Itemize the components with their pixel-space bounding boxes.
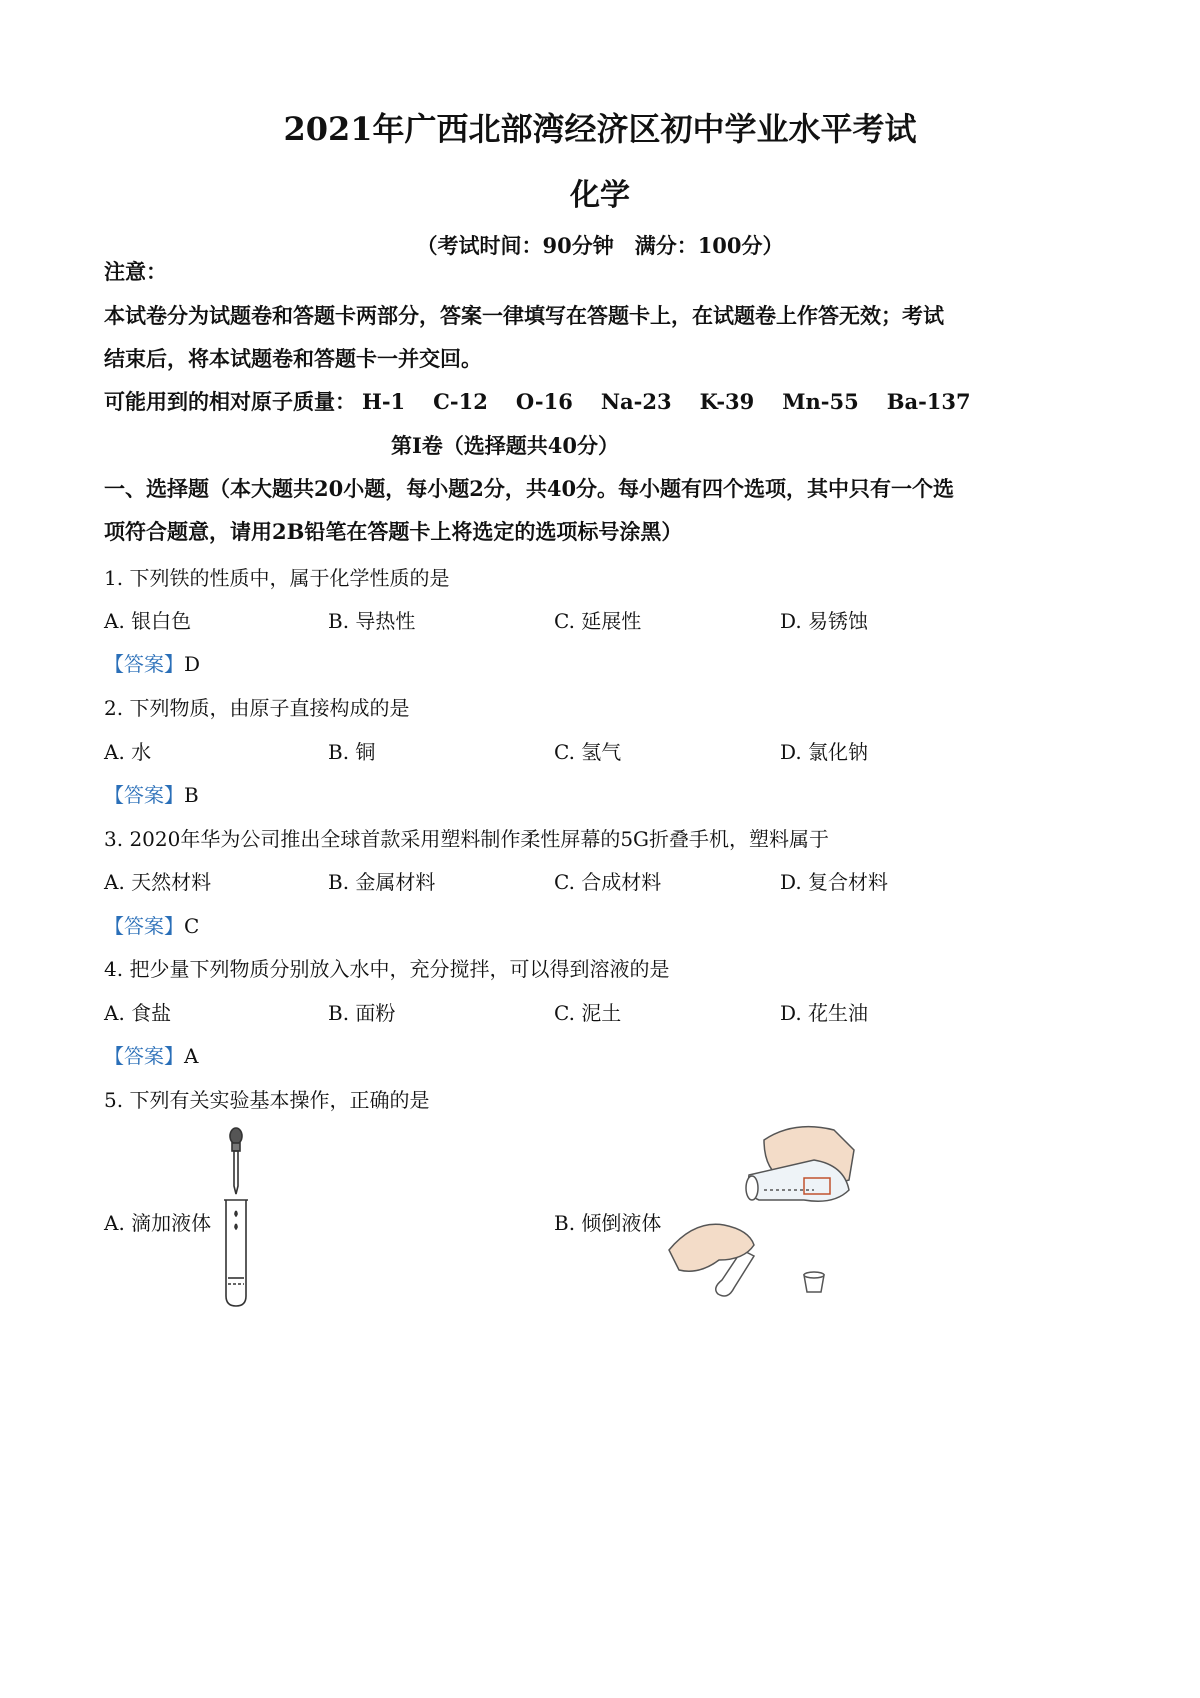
part1-instructions-line-2: 项符合题意，请用2B铅笔在答题卡上将选定的选项标号涂黑） bbox=[104, 519, 683, 544]
question-3-option-b: B. 金属材料 bbox=[328, 870, 436, 894]
subject-title: 化学 bbox=[570, 178, 630, 213]
atomic-mass-item: O-16 bbox=[515, 389, 573, 414]
atomic-mass-item: Ba-137 bbox=[886, 389, 971, 414]
question-5-stem: 5. 下列有关实验基本操作，正确的是 bbox=[104, 1088, 430, 1112]
atomic-mass-item: H-1 bbox=[362, 389, 406, 414]
answer-value: B bbox=[184, 783, 199, 807]
question-1-option-d: D. 易锈蚀 bbox=[780, 609, 869, 633]
question-5-option-a: A. 滴加液体 bbox=[104, 1211, 212, 1235]
answer-label: 【答案】 bbox=[104, 783, 184, 807]
atomic-mass-item: K-39 bbox=[699, 389, 755, 414]
question-3-answer bbox=[104, 910, 199, 939]
question-2-option-d: D. 氯化钠 bbox=[780, 740, 869, 764]
pouring-liquid-illustration bbox=[664, 1120, 864, 1320]
question-4-stem: 4. 把少量下列物质分别放入水中，充分搅拌，可以得到溶液的是 bbox=[104, 957, 670, 981]
question-4-option-a: A. 食盐 bbox=[104, 1001, 172, 1025]
atomic-mass-item: Na-23 bbox=[600, 389, 672, 414]
answer-label: 【答案】 bbox=[104, 652, 184, 676]
notice-line-1: 本试卷分为试题卷和答题卡两部分，答案一律填写在答题卡上，在试题卷上作答无效；考试 bbox=[104, 303, 944, 328]
question-5-option-b: B. 倾倒液体 bbox=[554, 1211, 662, 1235]
atomic-masses-label: 可能用到的相对原子质量： bbox=[104, 389, 356, 414]
question-2-answer bbox=[104, 779, 199, 808]
question-1-answer bbox=[104, 648, 200, 677]
question-2-stem: 2. 下列物质，由原子直接构成的是 bbox=[104, 696, 410, 720]
answer-label: 【答案】 bbox=[104, 914, 184, 938]
exam-info: （考试时间：90分钟 满分：100分） bbox=[416, 233, 784, 258]
dropper-test-tube-illustration bbox=[212, 1126, 262, 1310]
question-1-option-c: C. 延展性 bbox=[554, 609, 642, 633]
atomic-mass-item: C-12 bbox=[433, 389, 488, 414]
part1-instructions-line-1: 一、选择题（本大题共20小题，每小题2分，共40分。每小题有四个选项，其中只有一个选 bbox=[104, 476, 955, 501]
question-2-option-c: C. 氢气 bbox=[554, 740, 622, 764]
atomic-masses bbox=[104, 386, 971, 416]
answer-value: A bbox=[184, 1044, 199, 1068]
question-1-stem: 1. 下列铁的性质中，属于化学性质的是 bbox=[104, 566, 450, 590]
question-2-option-b: B. 铜 bbox=[328, 740, 376, 764]
question-1-option-a: A. 银白色 bbox=[104, 609, 192, 633]
answer-value: C bbox=[184, 914, 200, 938]
question-3-option-a: A. 天然材料 bbox=[104, 870, 212, 894]
question-3-option-c: C. 合成材料 bbox=[554, 870, 662, 894]
notice-line-2: 结束后，将本试题卷和答题卡一并交回。 bbox=[104, 346, 482, 371]
question-4-option-d: D. 花生油 bbox=[780, 1001, 869, 1025]
answer-value: D bbox=[184, 652, 201, 676]
question-1-option-b: B. 导热性 bbox=[328, 609, 416, 633]
question-2-option-a: A. 水 bbox=[104, 740, 152, 764]
part1-title: 第I卷（选择题共40分） bbox=[390, 433, 620, 458]
notice-heading: 注意： bbox=[104, 259, 167, 284]
question-4-answer bbox=[104, 1040, 198, 1069]
answer-label: 【答案】 bbox=[104, 1044, 184, 1068]
question-3-option-d: D. 复合材料 bbox=[780, 870, 889, 894]
atomic-mass-item: Mn-55 bbox=[782, 389, 859, 414]
question-4-option-c: C. 泥土 bbox=[554, 1001, 622, 1025]
question-3-stem: 3. 2020年华为公司推出全球首款采用塑料制作柔性屏幕的5G折叠手机，塑料属于 bbox=[104, 827, 830, 851]
dropper-bulb bbox=[230, 1128, 242, 1144]
exam-title: 2021年广西北部湾经济区初中学业水平考试 bbox=[283, 110, 917, 148]
question-4-option-b: B. 面粉 bbox=[328, 1001, 396, 1025]
